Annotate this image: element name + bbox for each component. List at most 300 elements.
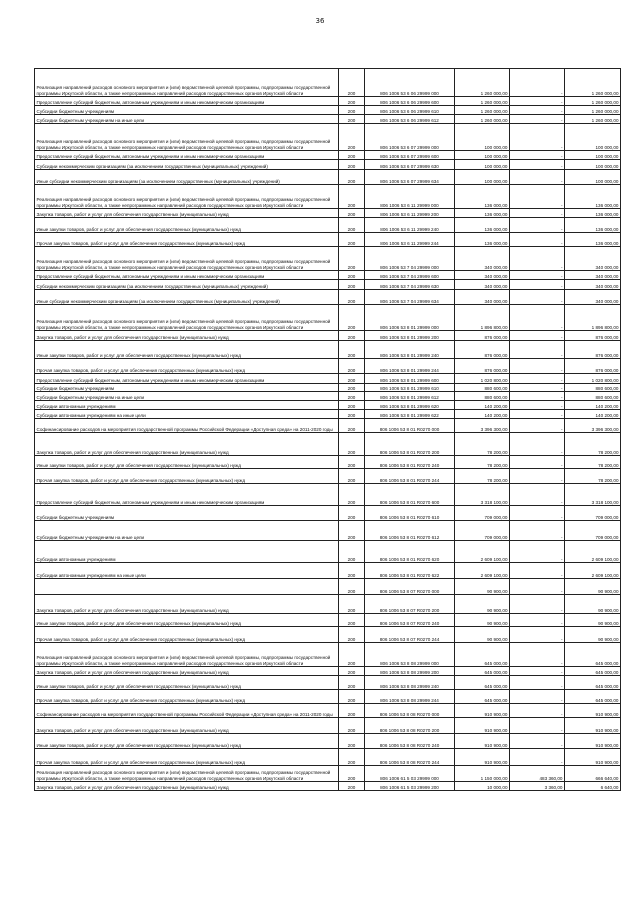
row-amount-approved: 1 260 000,00 — [455, 97, 510, 106]
row-classification: 806 1006 53 8 08 29999 200 — [365, 667, 455, 676]
row-description — [35, 579, 339, 595]
row-amount-remaining: 340 000,00 — [565, 247, 621, 271]
row-code: 200 — [339, 233, 365, 247]
table-row — [35, 521, 621, 541]
row-amount-executed: - — [510, 456, 565, 469]
row-amount-remaining: 876 000,00 — [565, 341, 621, 359]
row-classification: 806 1006 53 6 11 29999 000 — [365, 185, 455, 209]
row-amount-executed: - — [510, 271, 565, 280]
row-description: Реализация направлений расходов основного мероприятия и (или) ведомственной целевой программы, подпрограммы государственной программы Иркутской области, а также непрограммных направлений расходов государственных органов Иркутской области — [35, 124, 339, 151]
row-code: 200 — [339, 374, 365, 384]
row-classification: 806 1006 53 8 01 29999 244 — [365, 359, 455, 374]
row-amount-executed: - — [510, 469, 565, 484]
row-amount-remaining: 876 000,00 — [565, 331, 621, 341]
row-amount-executed: - — [510, 185, 565, 209]
row-amount-approved: 340 000,00 — [455, 290, 510, 305]
row-description: Иные субсидии некоммерческим организациям (за исключением государственных (муниципальных) учреждений) — [35, 290, 339, 305]
row-code: 200 — [339, 341, 365, 359]
table-row — [35, 766, 621, 782]
row-amount-approved: 1 020 800,00 — [455, 374, 510, 384]
row-amount-executed: - — [510, 209, 565, 218]
row-amount-executed: - — [510, 401, 565, 410]
table-row — [35, 359, 621, 374]
row-description: Прочая закупка товаров, работ и услуг для обеспечения государственных (муниципальных) нужд — [35, 627, 339, 643]
row-code: 200 — [339, 704, 365, 718]
row-classification: 806 1006 53 8 08 R0270 200 — [365, 718, 455, 734]
row-description: Иные закупки товаров, работ и услуг для обеспечения государственных (муниципальных) нужд — [35, 614, 339, 627]
row-classification: 806 1006 53 8 01 R0270 244 — [365, 469, 455, 484]
table-row — [35, 506, 621, 521]
table-row — [35, 331, 621, 341]
row-code: 200 — [339, 359, 365, 374]
table-row — [35, 419, 621, 433]
row-amount-approved: 1 260 000,00 — [455, 115, 510, 124]
row-description: Иные субсидии некоммерческим организациям (за исключением государственных (муниципальных) учреждений) — [35, 170, 339, 185]
row-classification: 806 1006 53 8 01 R0270 622 — [365, 563, 455, 579]
table-row — [35, 280, 621, 290]
row-code: 200 — [339, 392, 365, 401]
row-code: 200 — [339, 115, 365, 124]
row-classification: 806 1006 53 7 04 29999 630 — [365, 280, 455, 290]
row-code: 200 — [339, 410, 365, 419]
table-row — [35, 384, 621, 392]
table-row — [35, 341, 621, 359]
row-description: Реализация направлений расходов основного мероприятия и (или) ведомственной целевой программы, подпрограммы государственной программы Иркутской области, а также непрограммных направлений расходов государственных органов Иркутской области — [35, 69, 339, 97]
row-amount-approved: 136 000,00 — [455, 218, 510, 233]
row-amount-remaining: 78 200,00 — [565, 469, 621, 484]
row-classification: 806 1006 53 8 01 29999 612 — [365, 392, 455, 401]
row-amount-remaining: 709 000,00 — [565, 521, 621, 541]
row-amount-remaining: 78 200,00 — [565, 456, 621, 469]
table-row — [35, 106, 621, 115]
row-classification: 806 1006 53 6 11 29999 240 — [365, 218, 455, 233]
row-amount-remaining: 90 900,00 — [565, 614, 621, 627]
row-amount-executed: - — [510, 341, 565, 359]
row-description: Субсидии бюджетным учреждениям на иные цели — [35, 115, 339, 124]
row-classification: 806 1006 53 8 07 R0270 000 — [365, 579, 455, 595]
row-amount-remaining: 1 020 800,00 — [565, 374, 621, 384]
row-amount-approved: 140 200,00 — [455, 401, 510, 410]
row-amount-executed: - — [510, 579, 565, 595]
table-row — [35, 374, 621, 384]
row-code: 200 — [339, 766, 365, 782]
row-code: 200 — [339, 106, 365, 115]
table-row — [35, 305, 621, 331]
row-code: 200 — [339, 433, 365, 456]
row-description: Предоставление субсидий бюджетным, автономным учреждениям и иным некоммерческим организациям — [35, 151, 339, 160]
row-amount-executed: 483 360,00 — [510, 766, 565, 782]
row-classification: 806 1006 53 6 06 29999 000 — [365, 69, 455, 97]
row-amount-approved: 340 000,00 — [455, 247, 510, 271]
row-description: Прочая закупка товаров, работ и услуг для обеспечения государственных (муниципальных) нужд — [35, 690, 339, 704]
row-code: 200 — [339, 506, 365, 521]
row-description: Иные закупки товаров, работ и услуг для обеспечения государственных (муниципальных) нужд — [35, 676, 339, 690]
row-classification: 806 1006 53 8 01 29999 600 — [365, 374, 455, 384]
row-amount-executed: - — [510, 106, 565, 115]
row-amount-remaining: 910 900,00 — [565, 704, 621, 718]
row-description: Реализация направлений расходов основного мероприятия и (или) ведомственной целевой программы, подпрограммы государственной программы Иркутской области, а также непрограммных направлений расходов государственных органов Иркутской области — [35, 247, 339, 271]
row-classification: 806 1006 53 6 06 29999 612 — [365, 115, 455, 124]
row-amount-remaining: 1 260 000,00 — [565, 97, 621, 106]
row-amount-remaining: 645 000,00 — [565, 690, 621, 704]
table-row — [35, 185, 621, 209]
row-amount-approved: 876 000,00 — [455, 359, 510, 374]
row-amount-remaining: 136 000,00 — [565, 218, 621, 233]
row-amount-remaining: 100 000,00 — [565, 170, 621, 185]
row-amount-remaining: 340 000,00 — [565, 290, 621, 305]
row-amount-approved: 709 000,00 — [455, 521, 510, 541]
row-amount-remaining: 876 000,00 — [565, 359, 621, 374]
row-code: 200 — [339, 331, 365, 341]
row-description: Предоставление субсидий бюджетным, автономным учреждениям и иным некоммерческим организациям — [35, 484, 339, 506]
row-amount-executed: - — [510, 359, 565, 374]
row-code: 200 — [339, 170, 365, 185]
row-code: 200 — [339, 541, 365, 563]
row-amount-remaining: 910 900,00 — [565, 718, 621, 734]
row-description: Субсидии автономным учреждениям — [35, 401, 339, 410]
row-amount-executed: - — [510, 541, 565, 563]
table-row — [35, 170, 621, 185]
row-code: 200 — [339, 595, 365, 614]
table-row — [35, 676, 621, 690]
row-description: Субсидии бюджетным учреждениям — [35, 506, 339, 521]
row-description: Софинансирование расходов на мероприятия государственной программы Российской Федерации «Доступная среда» на 2011-2020 годы — [35, 419, 339, 433]
row-amount-approved: 645 000,00 — [455, 690, 510, 704]
table-row — [35, 627, 621, 643]
row-code: 200 — [339, 718, 365, 734]
row-amount-remaining: 1 260 000,00 — [565, 106, 621, 115]
row-amount-executed: - — [510, 233, 565, 247]
row-code: 200 — [339, 521, 365, 541]
row-amount-executed: - — [510, 704, 565, 718]
row-classification: 806 1006 53 8 01 R0270 000 — [365, 419, 455, 433]
row-amount-approved: 78 200,00 — [455, 469, 510, 484]
row-amount-approved: 10 000,00 — [455, 782, 510, 791]
row-code: 200 — [339, 643, 365, 667]
row-classification: 806 1006 53 8 01 R0270 240 — [365, 456, 455, 469]
row-amount-executed: - — [510, 290, 565, 305]
row-classification: 806 1006 53 8 08 29999 000 — [365, 643, 455, 667]
row-code: 200 — [339, 185, 365, 209]
row-amount-executed: - — [510, 247, 565, 271]
row-amount-executed: - — [510, 506, 565, 521]
row-classification: 806 1006 53 6 06 29999 610 — [365, 106, 455, 115]
row-amount-remaining: 666 640,00 — [565, 766, 621, 782]
table-row — [35, 410, 621, 419]
row-amount-approved: 880 600,00 — [455, 384, 510, 392]
row-amount-approved: 910 900,00 — [455, 704, 510, 718]
row-code: 200 — [339, 667, 365, 676]
row-description: Софинансирование расходов на мероприятия государственной программы Российской Федерации «Доступная среда» на 2011-2020 годы — [35, 704, 339, 718]
row-amount-remaining: 78 200,00 — [565, 433, 621, 456]
row-amount-remaining: 100 000,00 — [565, 124, 621, 151]
row-amount-executed: - — [510, 305, 565, 331]
table-row — [35, 704, 621, 718]
row-description: Субсидии некоммерческим организациям (за исключением государственных (муниципальных) учреждений) — [35, 280, 339, 290]
row-classification: 806 1006 53 8 08 R0270 240 — [365, 734, 455, 749]
row-classification: 806 1006 61 5 03 29999 000 — [365, 766, 455, 782]
row-classification: 806 1006 53 8 01 29999 620 — [365, 401, 455, 410]
row-description: Реализация направлений расходов основного мероприятия и (или) ведомственной целевой программы, подпрограммы государственной программы Иркутской области, а также непрограммных направлений расходов государственных органов Иркутской области — [35, 185, 339, 209]
row-description: Закупка товаров, работ и услуг для обеспечения государственных (муниципальных) нужд — [35, 433, 339, 456]
table-row — [35, 749, 621, 766]
row-code: 200 — [339, 401, 365, 410]
row-classification: 806 1006 53 8 01 29999 240 — [365, 341, 455, 359]
row-amount-approved: 1 896 800,00 — [455, 305, 510, 331]
row-amount-remaining: 645 000,00 — [565, 676, 621, 690]
row-description: Реализация направлений расходов основного мероприятия и (или) ведомственной целевой программы, подпрограммы государственной программы Иркутской области, а также непрограммных направлений расходов государственных органов Иркутской области — [35, 305, 339, 331]
row-code: 200 — [339, 782, 365, 791]
row-classification: 806 1006 53 8 08 29999 240 — [365, 676, 455, 690]
row-classification: 806 1006 53 6 07 29999 634 — [365, 170, 455, 185]
row-description: Прочая закупка товаров, работ и услуг для обеспечения государственных (муниципальных) нужд — [35, 359, 339, 374]
row-amount-approved: 1 150 000,00 — [455, 766, 510, 782]
row-amount-executed: - — [510, 614, 565, 627]
row-code: 200 — [339, 160, 365, 170]
row-classification: 806 1006 53 6 07 29999 000 — [365, 124, 455, 151]
row-amount-executed: - — [510, 160, 565, 170]
row-amount-approved: 100 000,00 — [455, 124, 510, 151]
row-amount-remaining: 340 000,00 — [565, 280, 621, 290]
row-amount-remaining: 1 260 000,00 — [565, 115, 621, 124]
row-amount-remaining: 100 000,00 — [565, 160, 621, 170]
row-amount-approved: 78 200,00 — [455, 456, 510, 469]
row-amount-remaining: 136 000,00 — [565, 185, 621, 209]
row-amount-approved: 645 000,00 — [455, 667, 510, 676]
row-amount-remaining: 2 609 100,00 — [565, 541, 621, 563]
row-amount-remaining: 880 600,00 — [565, 384, 621, 392]
table-row — [35, 218, 621, 233]
row-description: Прочая закупка товаров, работ и услуг для обеспечения государственных (муниципальных) нужд — [35, 469, 339, 484]
row-amount-approved: 78 200,00 — [455, 433, 510, 456]
table-row — [35, 595, 621, 614]
row-amount-executed: - — [510, 280, 565, 290]
row-description: Иные закупки товаров, работ и услуг для обеспечения государственных (муниципальных) нужд — [35, 218, 339, 233]
row-description: Закупка товаров, работ и услуг для обеспечения государственных (муниципальных) нужд — [35, 718, 339, 734]
row-amount-executed: - — [510, 410, 565, 419]
row-amount-approved: 880 600,00 — [455, 392, 510, 401]
row-amount-executed: - — [510, 749, 565, 766]
row-description: Закупка товаров, работ и услуг для обеспечения государственных (муниципальных) нужд — [35, 782, 339, 791]
table-row — [35, 484, 621, 506]
row-amount-executed: - — [510, 151, 565, 160]
row-classification: 806 1006 53 6 07 29999 630 — [365, 160, 455, 170]
row-description: Прочая закупка товаров, работ и услуг для обеспечения государственных (муниципальных) нужд — [35, 233, 339, 247]
row-amount-remaining: 90 900,00 — [565, 595, 621, 614]
row-classification: 806 1006 53 8 07 R0270 244 — [365, 627, 455, 643]
row-code: 200 — [339, 218, 365, 233]
row-amount-executed: 3 360,00 — [510, 782, 565, 791]
row-amount-executed: - — [510, 97, 565, 106]
row-amount-remaining: 3 396 300,00 — [565, 419, 621, 433]
row-classification: 806 1006 53 8 08 R0270 000 — [365, 704, 455, 718]
row-amount-executed: - — [510, 331, 565, 341]
row-description: Субсидии бюджетным учреждениям на иные цели — [35, 392, 339, 401]
row-classification: 806 1006 53 8 01 R0270 620 — [365, 541, 455, 563]
row-classification: 806 1006 53 8 07 R0270 200 — [365, 595, 455, 614]
row-amount-remaining: 709 000,00 — [565, 506, 621, 521]
row-amount-executed: - — [510, 419, 565, 433]
row-amount-approved: 910 900,00 — [455, 718, 510, 734]
row-description: Субсидии автономным учреждениям на иные цели — [35, 410, 339, 419]
row-amount-executed: - — [510, 374, 565, 384]
row-code: 200 — [339, 676, 365, 690]
row-amount-executed: - — [510, 124, 565, 151]
row-classification: 806 1006 53 8 01 29999 610 — [365, 384, 455, 392]
row-amount-executed: - — [510, 643, 565, 667]
table-row — [35, 734, 621, 749]
row-amount-executed: - — [510, 218, 565, 233]
row-classification: 806 1006 53 6 11 29999 244 — [365, 233, 455, 247]
table-row — [35, 563, 621, 579]
table-row — [35, 151, 621, 160]
row-description: Закупка товаров, работ и услуг для обеспечения государственных (муниципальных) нужд — [35, 595, 339, 614]
row-amount-approved: 2 609 100,00 — [455, 563, 510, 579]
row-classification: 806 1006 53 6 07 29999 600 — [365, 151, 455, 160]
row-classification: 806 1006 53 8 01 R0270 600 — [365, 484, 455, 506]
row-amount-executed: - — [510, 595, 565, 614]
row-code: 200 — [339, 247, 365, 271]
row-code: 200 — [339, 97, 365, 106]
row-code: 200 — [339, 456, 365, 469]
row-code: 200 — [339, 690, 365, 704]
row-amount-executed: - — [510, 170, 565, 185]
row-amount-remaining: 3 318 100,00 — [565, 484, 621, 506]
row-description: Предоставление субсидий бюджетным, автономным учреждениям и иным некоммерческим организациям — [35, 97, 339, 106]
row-amount-approved: 340 000,00 — [455, 271, 510, 280]
row-amount-remaining: 90 900,00 — [565, 627, 621, 643]
table-row — [35, 643, 621, 667]
row-amount-remaining: 1 260 000,00 — [565, 69, 621, 97]
row-code: 200 — [339, 579, 365, 595]
row-description: Закупка товаров, работ и услуг для обеспечения государственных (муниципальных) нужд — [35, 667, 339, 676]
row-code: 200 — [339, 290, 365, 305]
budget-table — [34, 68, 621, 791]
row-amount-executed: - — [510, 115, 565, 124]
row-amount-remaining: 340 000,00 — [565, 271, 621, 280]
row-amount-approved: 876 000,00 — [455, 331, 510, 341]
row-amount-approved: 90 900,00 — [455, 579, 510, 595]
row-code: 200 — [339, 749, 365, 766]
row-amount-approved: 3 396 300,00 — [455, 419, 510, 433]
row-classification: 806 1006 61 5 03 29999 200 — [365, 782, 455, 791]
row-code: 200 — [339, 627, 365, 643]
row-amount-approved: 90 900,00 — [455, 595, 510, 614]
row-code: 200 — [339, 563, 365, 579]
row-amount-approved: 140 200,00 — [455, 410, 510, 419]
table-row — [35, 690, 621, 704]
row-classification: 806 1006 53 8 08 R0270 244 — [365, 749, 455, 766]
row-amount-remaining: 910 900,00 — [565, 734, 621, 749]
row-amount-remaining: 100 000,00 — [565, 151, 621, 160]
row-amount-approved: 136 000,00 — [455, 209, 510, 218]
table-row — [35, 160, 621, 170]
row-classification: 806 1006 53 6 06 29999 600 — [365, 97, 455, 106]
row-amount-approved: 100 000,00 — [455, 170, 510, 185]
row-amount-executed: - — [510, 384, 565, 392]
row-amount-executed: - — [510, 433, 565, 456]
row-amount-executed: - — [510, 718, 565, 734]
row-amount-approved: 910 900,00 — [455, 749, 510, 766]
row-classification: 806 1006 53 8 01 R0270 200 — [365, 433, 455, 456]
row-amount-remaining: 2 609 100,00 — [565, 563, 621, 579]
row-amount-remaining: 910 900,00 — [565, 749, 621, 766]
row-description: Прочая закупка товаров, работ и услуг для обеспечения государственных (муниципальных) нужд — [35, 749, 339, 766]
row-classification: 806 1006 53 8 07 R0270 240 — [365, 614, 455, 627]
row-classification: 806 1006 53 7 04 29999 000 — [365, 247, 455, 271]
table-row — [35, 69, 621, 97]
row-amount-remaining: 136 000,00 — [565, 233, 621, 247]
row-classification: 806 1006 53 8 01 29999 000 — [365, 305, 455, 331]
row-classification: 806 1006 53 8 01 R0270 610 — [365, 506, 455, 521]
row-amount-approved: 645 000,00 — [455, 676, 510, 690]
row-description: Субсидии автономным учреждениям — [35, 541, 339, 563]
table-row — [35, 115, 621, 124]
row-amount-approved: 709 000,00 — [455, 506, 510, 521]
table-row — [35, 401, 621, 410]
row-description: Субсидии автономным учреждениям на иные цели — [35, 563, 339, 579]
row-amount-approved: 2 609 100,00 — [455, 541, 510, 563]
table-row — [35, 97, 621, 106]
row-code: 200 — [339, 271, 365, 280]
row-description: Закупка товаров, работ и услуг для обеспечения государственных (муниципальных) нужд — [35, 209, 339, 218]
row-classification: 806 1006 53 8 01 29999 622 — [365, 410, 455, 419]
row-amount-remaining: 6 640,00 — [565, 782, 621, 791]
row-code: 200 — [339, 209, 365, 218]
row-description: Предоставление субсидий бюджетным, автономным учреждениям и иным некоммерческим организациям — [35, 271, 339, 280]
row-classification: 806 1006 53 6 11 29999 200 — [365, 209, 455, 218]
row-amount-executed: - — [510, 667, 565, 676]
row-code: 200 — [339, 124, 365, 151]
row-amount-executed: - — [510, 484, 565, 506]
row-amount-remaining: 880 600,00 — [565, 392, 621, 401]
row-amount-executed: - — [510, 69, 565, 97]
row-description: Предоставление субсидий бюджетным, автономным учреждениям и иным некоммерческим организациям — [35, 374, 339, 384]
row-amount-executed: - — [510, 676, 565, 690]
table-row — [35, 614, 621, 627]
row-description: Иные закупки товаров, работ и услуг для обеспечения государственных (муниципальных) нужд — [35, 734, 339, 749]
row-amount-remaining: 140 200,00 — [565, 410, 621, 419]
row-amount-approved: 136 000,00 — [455, 185, 510, 209]
row-amount-approved: 1 260 000,00 — [455, 106, 510, 115]
row-code: 200 — [339, 419, 365, 433]
row-description: Реализация направлений расходов основного мероприятия и (или) ведомственной целевой программы, подпрограммы государственной программы Иркутской области, а также непрограммных направлений расходов государственных органов Иркутской области — [35, 766, 339, 782]
row-code: 200 — [339, 305, 365, 331]
row-description: Субсидии некоммерческим организациям (за исключением государственных (муниципальных) учреждений) — [35, 160, 339, 170]
table-row — [35, 392, 621, 401]
row-amount-executed: - — [510, 521, 565, 541]
table-row — [35, 209, 621, 218]
table-row — [35, 579, 621, 595]
row-classification: 806 1006 53 8 01 R0270 612 — [365, 521, 455, 541]
row-amount-executed: - — [510, 392, 565, 401]
row-amount-remaining: 140 200,00 — [565, 401, 621, 410]
row-description: Субсидии бюджетным учреждениям — [35, 106, 339, 115]
row-amount-approved: 90 900,00 — [455, 627, 510, 643]
row-amount-remaining: 1 896 800,00 — [565, 305, 621, 331]
row-classification: 806 1006 53 7 04 29999 634 — [365, 290, 455, 305]
row-code: 200 — [339, 280, 365, 290]
row-code: 200 — [339, 151, 365, 160]
row-amount-approved: 910 900,00 — [455, 734, 510, 749]
row-description: Закупка товаров, работ и услуг для обеспечения государственных (муниципальных) нужд — [35, 331, 339, 341]
row-description: Реализация направлений расходов основного мероприятия и (или) ведомственной целевой программы, подпрограммы государственной программы Иркутской области, а также непрограммных направлений расходов государственных органов Иркутской области — [35, 643, 339, 667]
table-row — [35, 541, 621, 563]
row-amount-approved: 136 000,00 — [455, 233, 510, 247]
row-amount-remaining: 645 000,00 — [565, 643, 621, 667]
table-row — [35, 290, 621, 305]
row-classification: 806 1006 53 8 01 29999 200 — [365, 331, 455, 341]
